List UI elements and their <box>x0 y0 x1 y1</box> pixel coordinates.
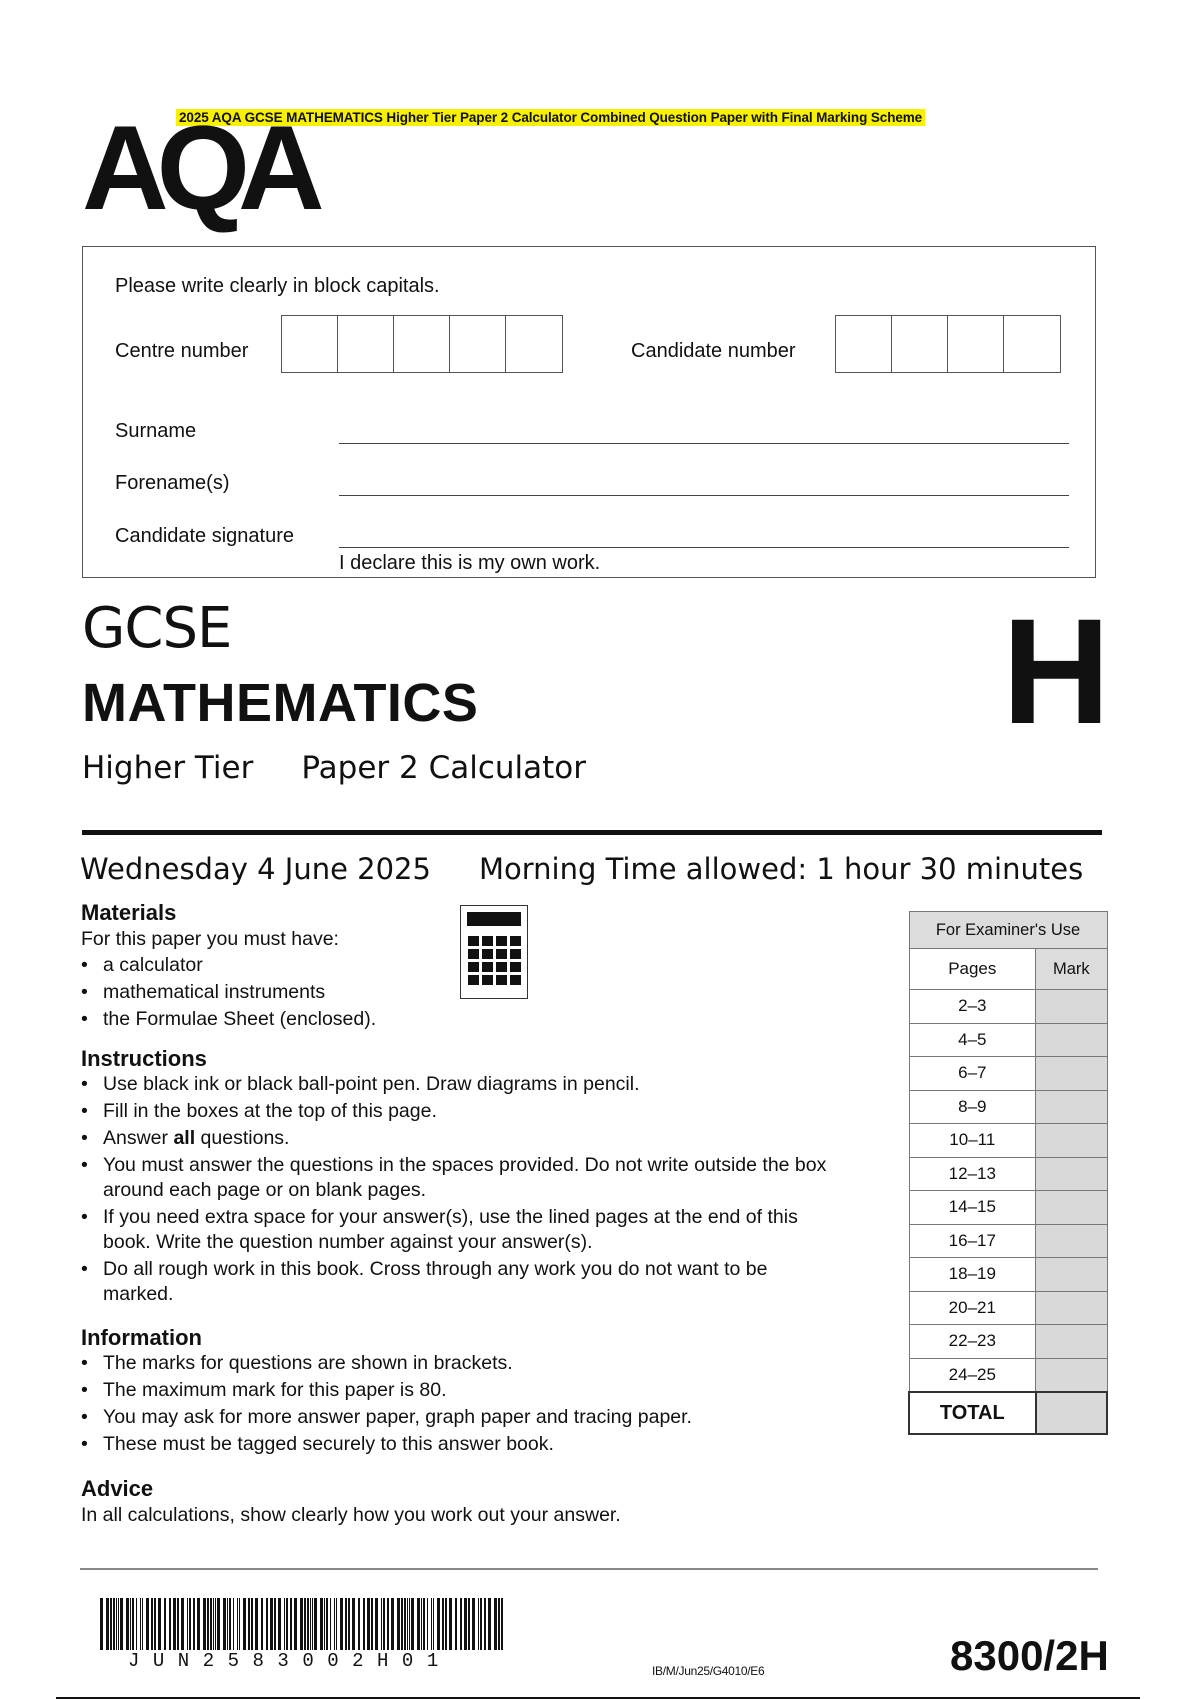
information-heading: Information <box>81 1325 202 1350</box>
total-label: TOTAL <box>909 1392 1036 1434</box>
mark-cell <box>1036 990 1107 1024</box>
mark-cell <box>1036 1023 1107 1057</box>
instructions-list <box>81 1072 841 1307</box>
examiners-use-table <box>908 911 1108 1435</box>
list-item: • Do all rough work in this book. Cross through any work you do not want to be marked. <box>103 1257 841 1307</box>
bottom-divider <box>80 1568 1098 1570</box>
advice-text: In all calculations, show clearly how you work out your answer. <box>81 1504 621 1526</box>
exam-time: Morning Time allowed: 1 hour 30 minutes <box>478 852 1084 886</box>
mark-cell <box>1036 1258 1107 1292</box>
candidate-number-field[interactable] <box>835 315 1061 373</box>
instructions-section <box>81 1046 841 1309</box>
centre-digit-box[interactable] <box>282 316 338 372</box>
mark-cell <box>1036 1224 1107 1258</box>
pages-cell: 4–5 <box>909 1023 1036 1057</box>
mark-cell <box>1036 1090 1107 1124</box>
materials-list <box>81 953 801 1032</box>
advice-heading: Advice <box>81 1476 154 1501</box>
pages-cell: 10–11 <box>909 1124 1036 1158</box>
candidate-details-box <box>82 246 1096 578</box>
table-row <box>909 1124 1107 1158</box>
candidate-digit-box[interactable] <box>892 316 948 372</box>
table-row <box>909 990 1107 1024</box>
candidate-digit-box[interactable] <box>836 316 892 372</box>
session-line <box>80 852 1083 886</box>
mark-cell <box>1036 1124 1107 1158</box>
forename-label: Forename(s) <box>115 472 230 494</box>
centre-digit-box[interactable] <box>506 316 562 372</box>
information-section <box>81 1325 841 1459</box>
mark-cell <box>1036 1291 1107 1325</box>
centre-digit-box[interactable] <box>338 316 394 372</box>
declaration-text: I declare this is my own work. <box>339 552 601 574</box>
paper-code: 8300/2H <box>950 1632 1109 1679</box>
barcode <box>98 1598 508 1650</box>
surname-line[interactable] <box>339 443 1069 444</box>
table-row <box>909 1224 1107 1258</box>
mark-cell <box>1036 1358 1107 1392</box>
table-row <box>909 1291 1107 1325</box>
pages-cell: 24–25 <box>909 1358 1036 1392</box>
pages-cell: 6–7 <box>909 1057 1036 1091</box>
list-item: • If you need extra space for your answer(s), use the lined pages at the end of this book. Write the question number against your answer(s). <box>103 1205 841 1255</box>
mark-cell <box>1036 1057 1107 1091</box>
centre-digit-box[interactable] <box>394 316 450 372</box>
centre-number-label: Centre number <box>115 340 249 362</box>
exam-date: Wednesday 4 June 2025 <box>80 852 431 886</box>
document-banner: 2025 AQA GCSE MATHEMATICS Higher Tier Paper 2 Calculator Combined Question Paper with Final Marking Scheme <box>176 109 925 126</box>
calculator-icon <box>460 905 528 999</box>
list-item: • mathematical instruments <box>103 980 801 1005</box>
footer-rule <box>56 1697 1140 1699</box>
list-item: • These must be tagged securely to this answer book. <box>103 1432 841 1457</box>
pages-cell: 22–23 <box>909 1325 1036 1359</box>
total-row <box>909 1392 1107 1434</box>
table-row <box>909 1157 1107 1191</box>
table-row <box>909 1057 1107 1091</box>
materials-intro: For this paper you must have: <box>81 928 339 950</box>
centre-number-field[interactable] <box>281 315 563 373</box>
examiners-use-title: For Examiner's Use <box>909 912 1107 949</box>
table-row <box>909 1023 1107 1057</box>
list-item: • the Formulae Sheet (enclosed). <box>103 1007 801 1032</box>
list-item: • You must answer the questions in the spaces provided. Do not write outside the box around each page or on blank pages. <box>103 1153 841 1203</box>
list-item: • The marks for questions are shown in brackets. <box>103 1351 841 1376</box>
block-capitals-instruction: Please write clearly in block capitals. <box>115 275 440 297</box>
pages-cell: 14–15 <box>909 1191 1036 1225</box>
table-row <box>909 1358 1107 1392</box>
qualification-title: GCSE <box>82 596 232 661</box>
table-row <box>909 1325 1107 1359</box>
list-item: • Use black ink or black ball-point pen. Draw diagrams in pencil. <box>103 1072 841 1097</box>
signature-label: Candidate signature <box>115 525 295 547</box>
list-item: • Answer all questions. <box>103 1126 841 1151</box>
pages-cell: 16–17 <box>909 1224 1036 1258</box>
mark-cell <box>1036 1191 1107 1225</box>
subject-title: MATHEMATICS <box>82 673 479 733</box>
tier-label: Higher Tier <box>82 750 254 786</box>
mark-cell <box>1036 1325 1107 1359</box>
list-item: • The maximum mark for this paper is 80. <box>103 1378 841 1403</box>
pages-cell: 18–19 <box>909 1258 1036 1292</box>
materials-section <box>81 900 801 1034</box>
mark-cell <box>1036 1157 1107 1191</box>
pages-cell: 12–13 <box>909 1157 1036 1191</box>
centre-digit-box[interactable] <box>450 316 506 372</box>
pages-cell: 20–21 <box>909 1291 1036 1325</box>
candidate-number-label: Candidate number <box>631 340 796 362</box>
tier-paper-line <box>82 750 586 786</box>
candidate-digit-box[interactable] <box>1004 316 1060 372</box>
forename-line[interactable] <box>339 495 1069 496</box>
candidate-digit-box[interactable] <box>948 316 1004 372</box>
list-item: • You may ask for more answer paper, graph paper and tracing paper. <box>103 1405 841 1430</box>
paper-label: Paper 2 Calculator <box>301 750 586 786</box>
pages-column-header: Pages <box>909 949 1036 990</box>
advice-section <box>81 1476 841 1529</box>
materials-heading: Materials <box>81 900 177 925</box>
table-row <box>909 1258 1107 1292</box>
barcode-text: JUN2583002H01 <box>128 1650 452 1672</box>
instructions-heading: Instructions <box>81 1046 207 1071</box>
list-item: • Fill in the boxes at the top of this page. <box>103 1099 841 1124</box>
divider-rule <box>82 830 1102 835</box>
information-list <box>81 1351 841 1457</box>
pages-cell: 8–9 <box>909 1090 1036 1124</box>
signature-line[interactable] <box>339 547 1069 548</box>
reference-code: IB/M/Jun25/G4010/E6 <box>652 1664 765 1678</box>
surname-label: Surname <box>115 420 197 442</box>
table-row <box>909 1090 1107 1124</box>
table-row <box>909 1191 1107 1225</box>
aqa-logo: AQA <box>82 101 313 235</box>
mark-column-header: Mark <box>1036 949 1107 990</box>
total-mark-cell <box>1036 1392 1107 1434</box>
list-item: • a calculator <box>103 953 801 978</box>
pages-cell: 2–3 <box>909 990 1036 1024</box>
tier-letter: H <box>1002 587 1111 755</box>
